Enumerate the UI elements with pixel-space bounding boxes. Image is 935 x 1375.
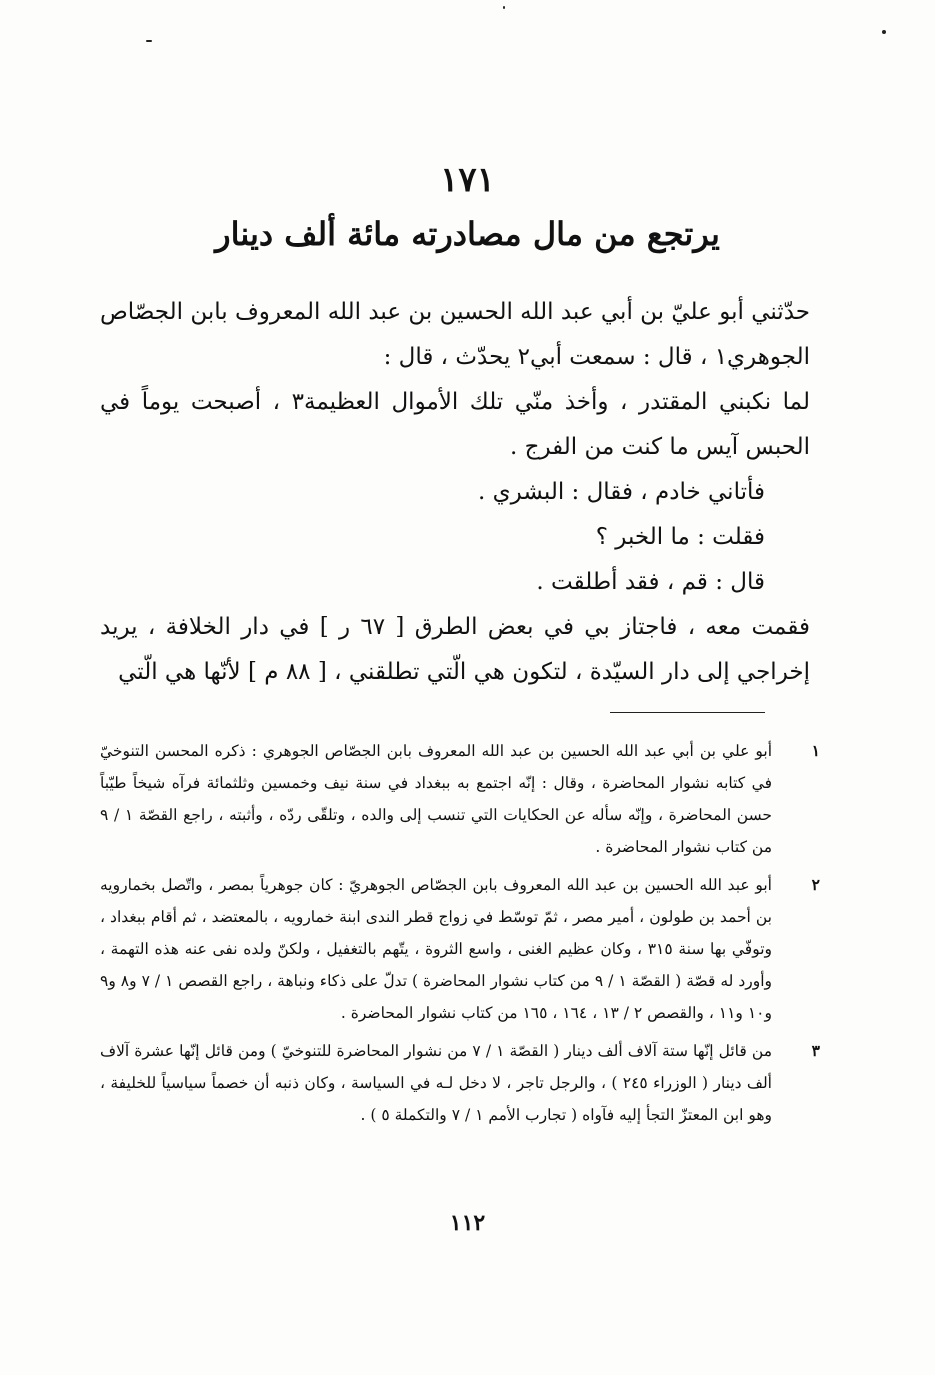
page-number: ١١٢ (449, 1210, 486, 1236)
paragraph: فأتاني خادم ، فقال : البشري . (478, 479, 765, 505)
scan-speck (503, 6, 505, 9)
footnote-number: ٢ (811, 875, 820, 894)
paragraph: لما نكبني المقتدر ، وأخذ منّي تلك الأموال العظيمة٣ ، أصبحت يوماً في الحبس آيس ما كنت من الفرج . (100, 389, 810, 460)
paragraph: قال : قم ، فقد أطلقت . (536, 569, 765, 595)
footnote (100, 869, 820, 1029)
footnote-number: ١ (811, 741, 820, 760)
footnotes (100, 735, 820, 1137)
scan-speck (146, 40, 152, 42)
footnote-divider (610, 712, 765, 713)
footnote-text: من قائل إنّها ستة آلاف ألف دينار ( القصّة ١ / ٧ من نشوار المحاضرة للتنوخيّ ) ومن قائل إنّها عشرة آلاف ألف دينار ( الوزراء ٢٤٥ ) ، والرجل تاجر ، لا دخل لـه في السياسة ، وكان ذنبه أن خصماً سياسياً للخليفة ، وهو ابن المعتزّ التجأ إليه فآواه ( تجارب الأمم ١ / ٧ والتكملة ٥ ) . (100, 1042, 772, 1124)
paragraph: حدّثني أبو عليّ بن أبي عبد الله الحسين بن عبد الله المعروف بابن الجصّاص الجوهري١ ، قال : سمعت أبي٢ يحدّث ، قال : (100, 299, 810, 370)
footnote (100, 1035, 820, 1131)
footnote-number: ٣ (811, 1041, 820, 1060)
footnote (100, 735, 820, 863)
paragraph: فقمت معه ، فاجتاز بي في بعض الطرق [ ٦٧ ر ] في دار الخلافة ، يريد إخراجي إلى دار السيّدة ، لتكون هي الّتي تطلقني ، [ ٨٨ م ] لأنّها هي الّتي (100, 614, 810, 685)
story-number: ١٧١ (440, 160, 495, 200)
main-text (100, 290, 820, 695)
paragraph: فقلت : ما الخبر ؟ (595, 524, 765, 550)
footnote-text: أبو علي بن أبي عبد الله الحسين بن عبد الله المعروف بابن الجصّاص الجوهري : ذكره المحسن التنوخيّ في كتابه نشوار المحاضرة ، وقال : إنّه اجتمع به ببغداد في سنة نيف وخمسين وثلثمائة فرآه شيخاً طيّباً حسن المحاضرة ، وإنّه سأله عن الحكايات التي تنسب إلى والده ، وتلقّى ردّه ، وأثبته ، راجع القصّة ١ / ٩ من كتاب نشوار المحاضرة . (100, 742, 773, 856)
footnote-text: أبو عبد الله الحسين بن عبد الله المعروف بابن الجصّاص الجوهريّ : كان جوهرياً بمصر ، واتّصل بخمارويه بن أحمد بن طولون ، أمير مصر ، ثمّ توسّط في زواج قطر الندى ابنة خمارويه ، بالمعتضد ، ثم أقام ببغداد ، وتوفّي بها سنة ٣١٥ ، وكان عظيم الغنى ، واسع الثروة ، يتّهم بالتغفيل ، ولكنّ ولده نفى عنه هذه التهمة ، وأورد له قصّة ( القصّة ١ / ٩ من كتاب نشوار المحاضرة ) تدلّ على ذكاء ونباهة ، راجع القصص ١ / ٧ و٨ و٩ و١٠ و١١ ، والقصص ٢ / ١٣ ، ١٦٤ ، ١٦٥ من كتاب نشوار المحاضرة . (100, 876, 773, 1022)
scan-speck (882, 30, 886, 34)
story-title: يرتجع من مال مصادرته مائة ألف دينار (215, 215, 720, 253)
